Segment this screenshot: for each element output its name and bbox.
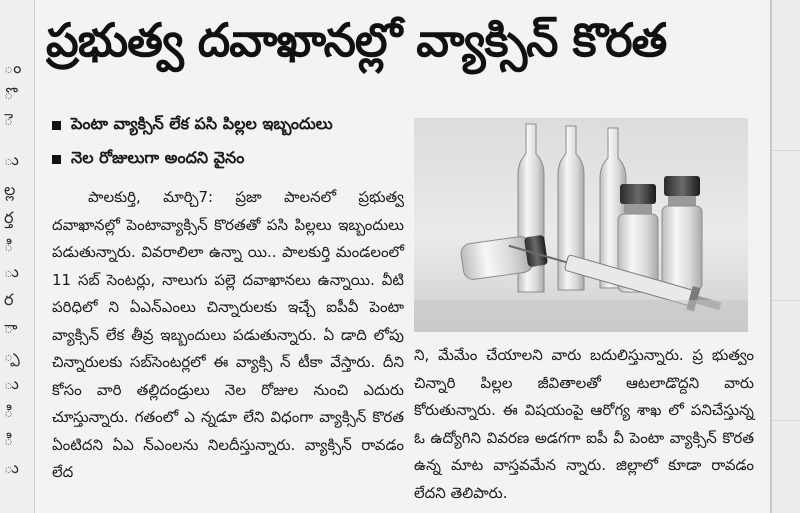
right-column-fragment <box>770 0 800 513</box>
left-column-fragment <box>0 0 35 513</box>
margin-glyph: ్ప <box>4 346 20 365</box>
body-paragraph: ని, మేమేం చేయాలని వారు బదులిస్తున్నారు. ప్ర భుత్వం చిన్నారి పిల్లల జీవితాలతో ఆటలాడొద్దని వారు కోరుతున్నారు. ఈ విషయంపై ఆరోగ్య శాఖ లో పనిచేస్తున్న ఓ ఉద్యోగిని వివరణ అడగగా ఐపీ వీ పెంటా వ్యాక్సిన్ కొరత ఉన్న మాట వాస్తవమేన న్నారు. జిల్లాలో కూడా రావడం లేదని తెలిపారు. <box>414 346 754 502</box>
margin-glyph: ల్ల <box>4 180 16 199</box>
margin-glyph: ి <box>4 402 14 421</box>
column-rule <box>772 300 800 301</box>
body-paragraph <box>52 184 404 487</box>
margin-glyph: ర <box>4 290 14 309</box>
bullet-square-icon <box>52 121 61 130</box>
margin-glyph: ి <box>4 430 14 449</box>
headline: ప్రభుత్వ దవాఖానల్లో వ్యాక్సిన్ కొరత <box>46 13 667 67</box>
column-rule <box>772 420 800 421</box>
column-rule <box>772 150 800 151</box>
margin-glyph: ు <box>4 262 19 281</box>
margin-glyph: ి <box>4 236 14 255</box>
body-column-right <box>414 342 754 507</box>
subheadline-text: పెంటా వ్యాక్సిన్ లేక పసి పిల్లల ఇబ్బందులు <box>71 113 333 133</box>
margin-glyph: ు <box>4 150 19 169</box>
dateline: పాలకుర్తి, మార్చి7: <box>88 188 214 206</box>
body-column-left <box>52 184 404 487</box>
subheadline-text: నెల రోజులుగా అందని వైనం <box>71 147 245 167</box>
body-text-left: ప్రజా పాలనలో ప్రభుత్వ దవాఖానల్లో పెంటావ్యాక్సిన్ కొరతతో పసి పిల్లలు ఇబ్బందులు పడుతున్నారు. వివరాలిలా ఉన్నా యి.. పాలకుర్తి మండలంలో 11 సబ్ సెంటర్లు, నాలుగు పల్లె దవాఖానలు ఉన్నాయి. వీటి పరిధిలో ని ఏఎన్ఎంలు చిన్నారులకు ఇచ్చే ఐపీవీ పెంటా వ్యాక్సిన్ లేక తీవ్ర ఇబ్బందులు పడుతున్నారు. ఏ డాది లోపు చిన్నారులకు సబ్‌సెంటర్లలో ఈ వ్యాక్సి న్ టీకా వేస్తారు. దీని కోసం వారి తల్లిదండ్రులు నెల రోజుల నుంచి ఎదురు చూస్తున్నారు. గతంలో ఎ న్నడూ లేని విధంగా వ్యాక్సిన్ కొరత ఏంటిదని ఏఎ న్ఎంలను నిలదీస్తున్నారు. వ్యాక్సిన్ రావడం లేద <box>52 188 404 481</box>
margin-glyph: ె <box>4 110 14 129</box>
subheadlines <box>52 108 412 176</box>
margin-glyph: ొ <box>4 84 14 103</box>
margin-glyph: ం <box>4 58 22 77</box>
margin-glyph: ు <box>4 458 19 477</box>
margin-glyph: ర్త <box>4 208 14 227</box>
subheadline-item <box>52 142 412 176</box>
bullet-square-icon <box>52 155 61 164</box>
subheadline-item <box>52 108 412 142</box>
margin-glyph: ు <box>4 374 19 393</box>
vaccine-vials-illustration <box>414 118 748 332</box>
vaccine-vials-photo <box>414 118 748 332</box>
margin-glyph: ా <box>4 318 18 337</box>
news-article <box>46 8 762 508</box>
